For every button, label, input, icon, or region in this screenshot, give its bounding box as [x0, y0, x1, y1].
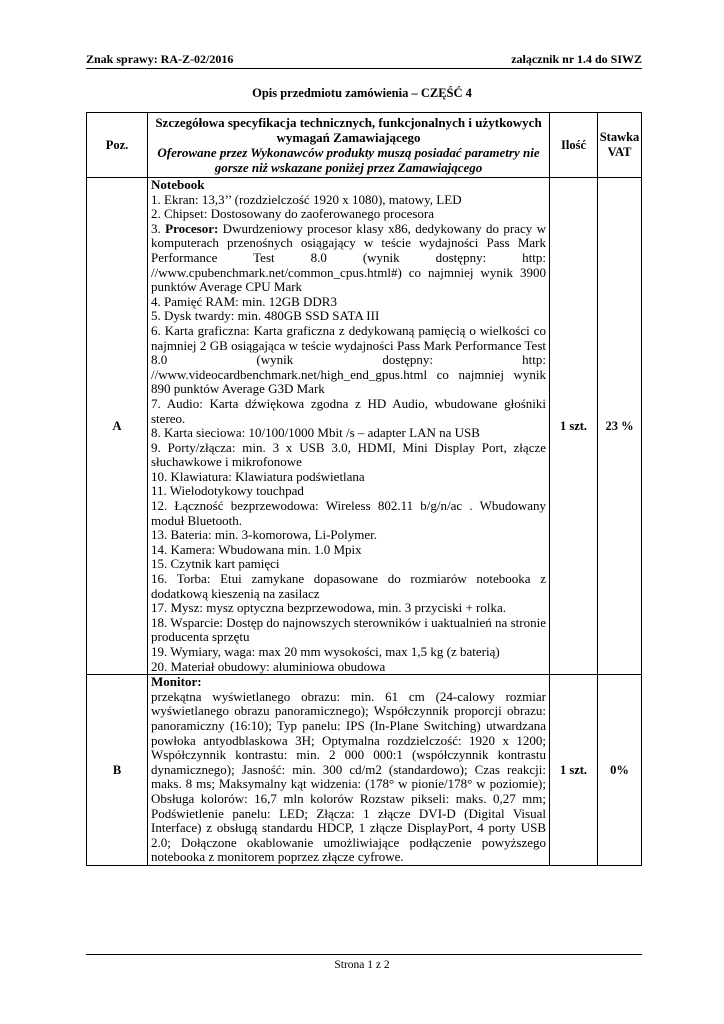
spec-line: przekątna wyświetlanego obrazu: min. 61 cm (24-calowy rozmiar wyświetlanego obrazu panoramicznego); Współczynnik proporcji obrazu: panoramiczny (16:10); Typ panelu: IPS (In-Plane Switching) utwardzana powłoka antyodblaskowa 3H; Optymalna rozdzielczość: 1920 x 1200; Współczynnik kontrastu: min. 2 000 000:1 (współczynnik kontrastu dynamicznego); Jasność: min. 300 cd/m2 (standardowo); Czas reakcji: maks. 8 ms; Maksymalny kąt widzenia: (178° w pionie/178° w poziomie); Obsługa kolorów: 16,7 mln kolorów Rozstaw pikseli: maks. 0,27 mm; Podświetlenie panelu: LED; Złącza: 1 złącze DVI-D (Digital Visual Interface) z obsługą standardu HDCP, 1 złącze DisplayPort, 4 porty USB 2.0; Dołączone okablowanie umożliwiające podłączenie powyższego notebooka z monitorem poprzez złącze cyfrowe. — [151, 688, 546, 865]
spec-line: 13. Bateria: min. 3-komorowa, Li-Polymer. — [151, 527, 378, 543]
table-row — [87, 675, 642, 866]
spec-line: 4. Pamięć RAM: min. 12GB DDR3 — [151, 293, 337, 309]
table-header-row — [87, 113, 642, 178]
col-header-spec — [148, 113, 550, 178]
spec-line: 5. Dysk twardy: min. 480GB SSD SATA III — [151, 308, 380, 324]
spec-line: 18. Wsparcie: Dostęp do najnowszych sterowników i uaktualnień na stronie producenta sprzętu — [151, 614, 546, 645]
row-quantity: 1 szt. — [550, 178, 598, 675]
table-row — [87, 178, 642, 675]
spec-line: 6. Karta graficzna: Karta graficzna z dedykowaną pamięcią o wielkości co najmniej 2 GB osiągająca w teście wydajności Pass Mark Performance Test 8.0 (wynik dostępny: http: //www.videocardbenchmark.net/high_end_gpus.html co najmniej wynik 890 punktów Average G3D Mark — [151, 322, 546, 397]
page-footer: Strona 1 z 2 — [334, 959, 390, 971]
row-vat-rate: 23 % — [598, 178, 642, 675]
col-header-qty: Ilość — [550, 113, 598, 178]
spec-line: 1. Ekran: 13,3’’ (rozdzielczość 1920 x 1080), matowy, LED — [151, 191, 462, 207]
page-header — [86, 50, 642, 69]
row-quantity: 1 szt. — [550, 675, 598, 866]
case-number: Znak sprawy: RA-Z-02/2016 — [86, 52, 234, 66]
footer-divider — [86, 954, 642, 955]
spec-line: 16. Torba: Etui zamykane dopasowane do rozmiarów notebooka z dodatkową kieszenią na zasilacz — [151, 571, 546, 601]
attachment-label: załącznik nr 1.4 do SIWZ — [511, 52, 642, 66]
col-header-poz: Poz. — [87, 113, 148, 178]
spec-line: 8. Karta sieciowa: 10/100/1000 Mbit /s – adapter LAN na USB — [151, 425, 480, 441]
spec-line: 9. Porty/złącza: min. 3 x USB 3.0, HDMI, Mini Display Port, złącze słuchawkowe i mikrofonowe — [151, 439, 546, 470]
col-header-spec-note: Oferowane przez Wykonawców produkty muszą posiadać parametry nie gorsze niż wskazane poniżej przez Zamawiającego — [157, 145, 540, 175]
item-heading: Notebook — [151, 177, 205, 192]
spec-line: 11. Wielodotykowy touchpad — [151, 483, 304, 499]
spec-line: 19. Wymiary, waga: max 20 mm wysokości, max 1,5 kg (z baterią) — [151, 644, 500, 659]
row-position: A — [87, 178, 148, 675]
page-title: Opis przedmiotu zamówienia – CZĘŚĆ 4 — [252, 86, 472, 100]
row-specification — [148, 178, 550, 675]
spec-line: 7. Audio: Karta dźwiękowa zgodna z HD Audio, wbudowane głośniki stereo. — [151, 395, 546, 426]
row-vat-rate: 0% — [598, 675, 642, 866]
spec-line: 20. Materiał obudowy: aluminiowa obudowa — [151, 658, 386, 674]
specification-table — [86, 112, 642, 866]
spec-line: 17. Mysz: mysz optyczna bezprzewodowa, min. 3 przyciski + rolka. — [151, 600, 506, 616]
col-header-vat: Stawka VAT — [598, 113, 642, 178]
col-header-spec-title: Szczegółowa specyfikacja technicznych, funkcjonalnych i użytkowych wymagań Zamawiającego — [155, 115, 542, 145]
row-specification — [148, 675, 550, 866]
spec-line: 3. Procesor: Dwurdzeniowy procesor klasy x86, dedykowany do pracy w komputerach przenośnych osiągający w teście wydajności Pass Mark Performance Test 8.0 (wynik dostępny: http: //www.cpubenchmark.net/common_cpus.html#) co najmniej wynik 3900 punktów Average CPU Mark — [151, 220, 547, 295]
row-position: B — [87, 675, 148, 866]
spec-line: 2. Chipset: Dostosowany do zaoferowanego procesora — [151, 206, 435, 222]
spec-line: 10. Klawiatura: Klawiatura podświetlana — [151, 468, 365, 484]
spec-line: 15. Czytnik kart pamięci — [151, 556, 280, 572]
spec-line: 12. Łączność bezprzewodowa: Wireless 802.11 b/g/n/ac . Wbudowany moduł Bluetooth. — [151, 498, 546, 528]
item-heading: Monitor: — [151, 674, 202, 690]
spec-line: 14. Kamera: Wbudowana min. 1.0 Mpix — [151, 541, 362, 557]
